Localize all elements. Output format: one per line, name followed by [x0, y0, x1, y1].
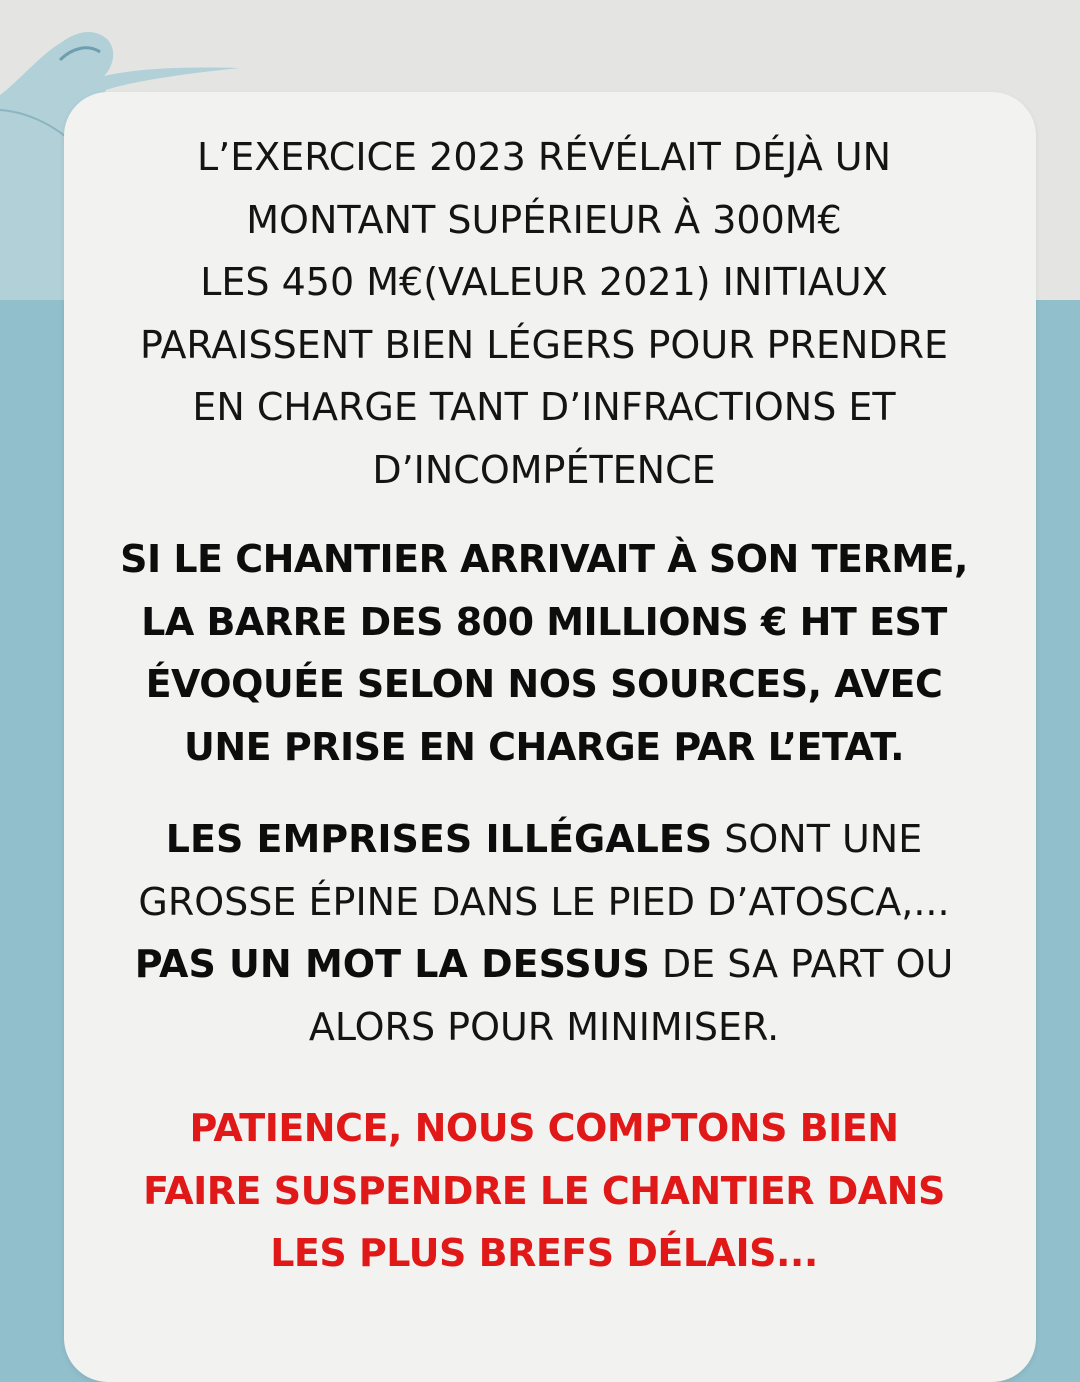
paragraph-encroachments-line: GROSSE ÉPINE DANS LE PIED D’ATOSCA,...	[138, 879, 950, 924]
regular-text: DE SA PART OU	[649, 942, 954, 986]
paragraph-encroachments-line: ALORS POUR MINIMISER.	[308, 1004, 780, 1049]
paragraph-cost-line: UNE PRISE EN CHARGE PAR L’ETAT.	[183, 724, 905, 769]
call-to-action-line: FAIRE SUSPENDRE LE CHANTIER DANS	[143, 1168, 945, 1213]
paragraph-encroachments-line	[64, 933, 1024, 996]
paragraph-cost-line: SI LE CHANTIER ARRIVAIT À SON TERME,	[120, 537, 968, 581]
emphasis-text: PAS UN MOT LA DESSUS	[134, 942, 650, 986]
regular-text: SONT UNE	[712, 817, 923, 861]
call-to-action-line: LES PLUS BREFS DÉLAIS...	[270, 1231, 818, 1275]
paragraph-call-to-action	[64, 1097, 1024, 1285]
emphasis-text: LES EMPRISES ILLÉGALES	[165, 817, 713, 861]
paragraph-cost-line: ÉVOQUÉE SELON NOS SOURCES, AVEC	[145, 662, 943, 706]
paragraph-cost-line: LA BARRE DES 800 MILLIONS € HT EST	[141, 599, 947, 644]
paragraph-illegal-encroachments	[64, 808, 1024, 1058]
paragraph-budget-line: MONTANT SUPÉRIEUR À 300M€	[246, 197, 842, 242]
paragraph-budget-line: D’INCOMPÉTENCE	[372, 447, 716, 492]
paragraph-encroachments-line	[64, 808, 1024, 871]
paragraph-budget-line: PARAISSENT BIEN LÉGERS POUR PRENDRE	[139, 322, 949, 367]
call-to-action-line: PATIENCE, NOUS COMPTONS BIEN	[189, 1106, 899, 1150]
paragraph-budget-line: LES 450 M€(VALEUR 2021) INITIAUX	[200, 260, 888, 304]
paragraph-cost-estimate	[64, 528, 1024, 778]
paragraph-budget-line: L’EXERCICE 2023 RÉVÉLAIT DÉJÀ UN	[196, 135, 892, 179]
paragraph-budget	[64, 126, 1024, 501]
paragraph-budget-line: EN CHARGE TANT D’INFRACTIONS ET	[192, 385, 896, 429]
